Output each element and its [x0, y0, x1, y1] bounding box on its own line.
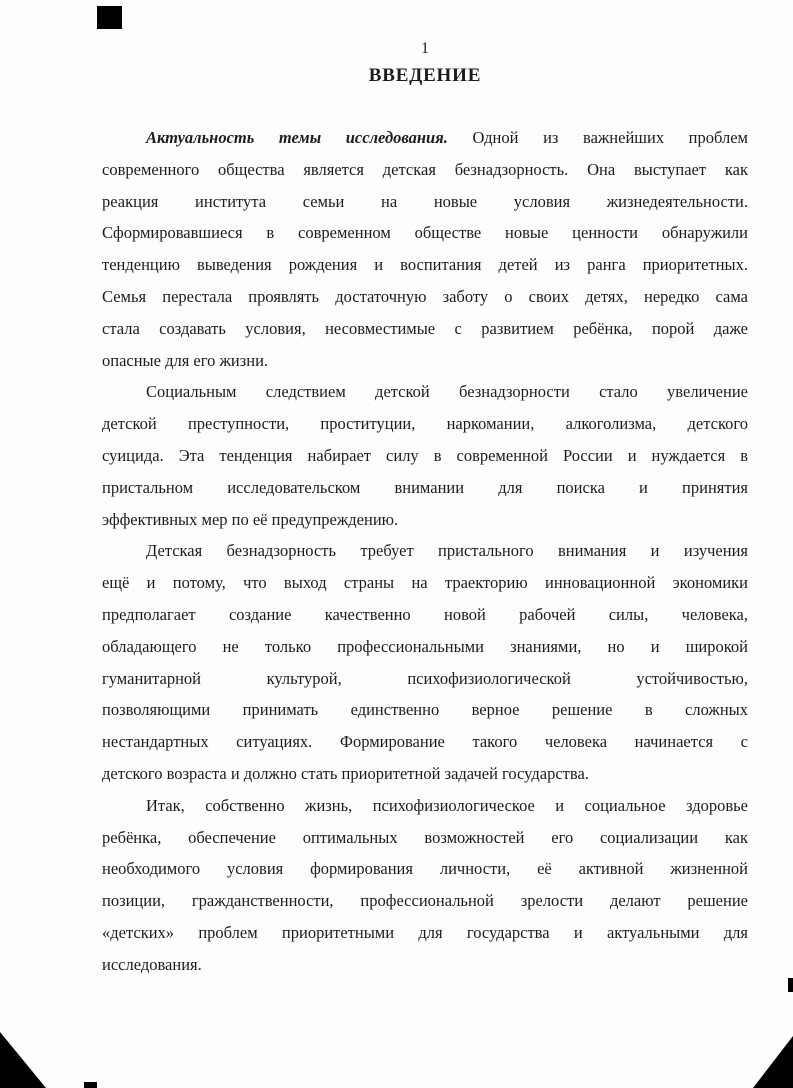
paragraph [102, 122, 748, 376]
paragraph [102, 376, 748, 535]
text-line: Актуальность темы исследования. Одной из важнейших проблем [146, 128, 748, 147]
lead-in-phrase: Актуальность темы исследования. [146, 128, 448, 147]
scan-artifact-corner-right-icon [753, 1036, 793, 1088]
text-line: предполагает создание качественно новой рабочей силы, человека, [102, 604, 748, 624]
text-line: необходимого условия формирования личности, её активной жизненной [102, 859, 748, 879]
page-title: ВВЕДЕНИЕ [368, 65, 482, 86]
scan-artifact-right-edge-icon [788, 978, 793, 992]
text-line: исследования. [102, 954, 202, 974]
scan-artifact-corner-left-icon [0, 1032, 46, 1088]
text-line: современного общества является детская безнадзорность. Она выступает как [102, 159, 748, 179]
text-line: позиции, гражданственности, профессиональной зрелости делают решение [102, 891, 748, 911]
text-line: Социальным следствием детской безнадзорности стало увеличение [146, 382, 748, 402]
text-line: суицида. Эта тенденция набирает силу в современной России и нуждается в [102, 445, 748, 465]
text-line: реакция института семьи на новые условия жизнедеятельности. [102, 191, 748, 211]
paragraph [102, 790, 748, 981]
text-line: тенденцию выведения рождения и воспитания детей из ранга приоритетных. [102, 255, 748, 275]
text-line: ещё и потому, что выход страны на траекторию инновационной экономики [102, 573, 748, 593]
text-line: стала создавать условия, несовместимые с развитием ребёнка, порой даже [102, 318, 748, 338]
text-line: опасные для его жизни. [102, 350, 269, 370]
text-line: Сформировавшиеся в современном обществе новые ценности обнаружили [102, 223, 748, 243]
text-line: позволяющими принимать единственно верное решение в сложных [102, 700, 748, 720]
paragraph [102, 535, 748, 789]
text-line: гуманитарной культурой, психофизиологической устойчивостью, [102, 668, 748, 688]
text-line: «детских» проблем приоритетными для государства и актуальными для [102, 922, 748, 942]
text-line: обладающего не только профессиональными знаниями, но и широкой [102, 636, 748, 656]
text-line: нестандартных ситуациях. Формирование такого человека начинается с [102, 732, 748, 752]
page-number: 1 [421, 40, 429, 57]
scan-artifact-bottom-edge-icon [84, 1082, 97, 1088]
text-line: ребёнка, обеспечение оптимальных возможностей его социализации как [102, 827, 748, 847]
text-line: эффективных мер по её предупреждению. [102, 509, 399, 529]
text-line: детского возраста и должно стать приоритетной задачей государства. [102, 763, 589, 783]
text-line: Итак, собственно жизнь, психофизиологическое и социальное здоровье [146, 795, 748, 815]
scan-artifact-square-icon [97, 6, 122, 29]
text-body [102, 122, 748, 981]
text-line: Детская безнадзорность требует пристального внимания и изучения [146, 541, 748, 561]
text-line: детской преступности, проституции, наркомании, алкоголизма, детского [102, 414, 748, 434]
text-line: пристальном исследовательском внимании для поиска и принятия [102, 477, 748, 497]
text-line: Семья перестала проявлять достаточную заботу о своих детях, нередко сама [102, 286, 748, 306]
